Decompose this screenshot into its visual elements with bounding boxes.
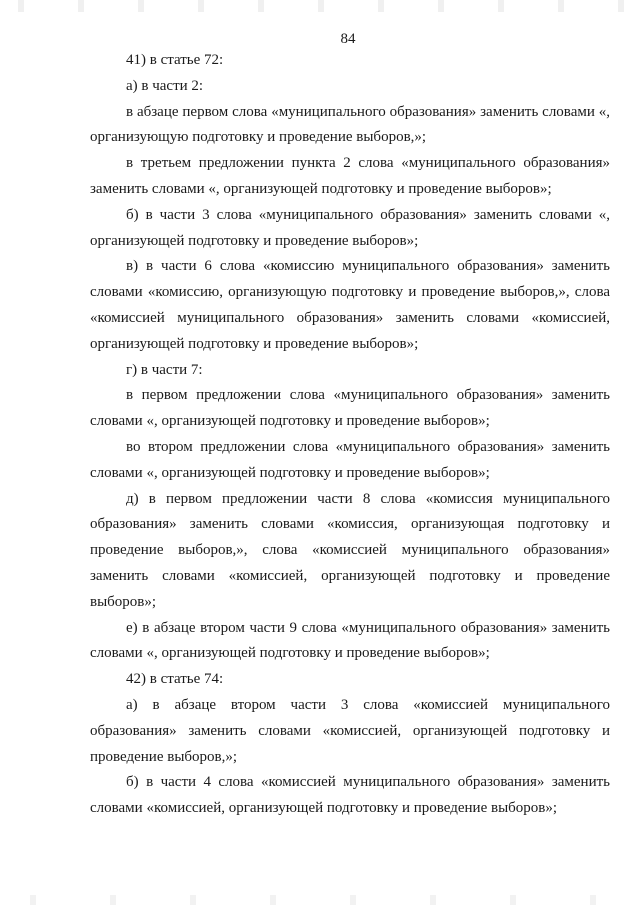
scan-edge-bottom — [0, 895, 640, 905]
paragraph: 42) в статье 74: — [126, 671, 224, 688]
paragraph: в третьем предложении пункта 2 слова «муниципального образования» заменить словами «, организующей подготовку и проведение выборов»; — [90, 155, 610, 197]
paragraph: в) в части 6 слова «комиссию муниципального образования» заменить словами «комиссию, организующую подготовку и проведение выборов,», слова «комиссией муниципального образования» заменить словами «комиссией, организующей подготовку и проведение выборов»; — [90, 258, 610, 352]
paragraph: е) в абзаце втором части 9 слова «муниципального образования» заменить словами «, организующей подготовку и проведение выборов»; — [90, 619, 610, 662]
paragraph: во втором предложении слова «муниципального образования» заменить словами «, организующей подготовку и проведение выборов»; — [90, 438, 610, 481]
paragraph: б) в части 3 слова «муниципального образования» заменить словами «, организующей подготовку и проведение выборов»; — [90, 206, 610, 249]
paragraph: б) в части 4 слова «комиссией муниципального образования» заменить словами «комиссией, организующей подготовку и проведение выборов»; — [90, 774, 610, 817]
paragraph: в абзаце первом слова «муниципального образования» заменить словами «, организующую подготовку и проведение выборов,»; — [90, 103, 610, 146]
paragraph: г) в части 7: — [126, 361, 203, 378]
paragraph: а) в части 2: — [126, 77, 204, 94]
page-number: 84 — [340, 31, 356, 47]
paragraph: д) в первом предложении части 8 слова «комиссия муниципального образования» заменить словами «комиссия, организующая подготовку и проведение выборов,», слова «комиссией муниципального образования» заменить словами «комиссией, организующей подготовку и проведение выборов»; — [90, 490, 610, 610]
paragraph: 41) в статье 72: — [126, 52, 224, 68]
paragraph: в первом предложении слова «муниципального образования» заменить словами «, организующей подготовку и проведение выборов»; — [90, 387, 610, 430]
document-body — [90, 48, 610, 822]
scan-edge-top — [0, 0, 640, 12]
paragraph: а) в абзаце втором части 3 слова «комиссией муниципального образования» заменить словами «комиссией, организующей подготовку и проведение выборов,»; — [90, 696, 610, 765]
